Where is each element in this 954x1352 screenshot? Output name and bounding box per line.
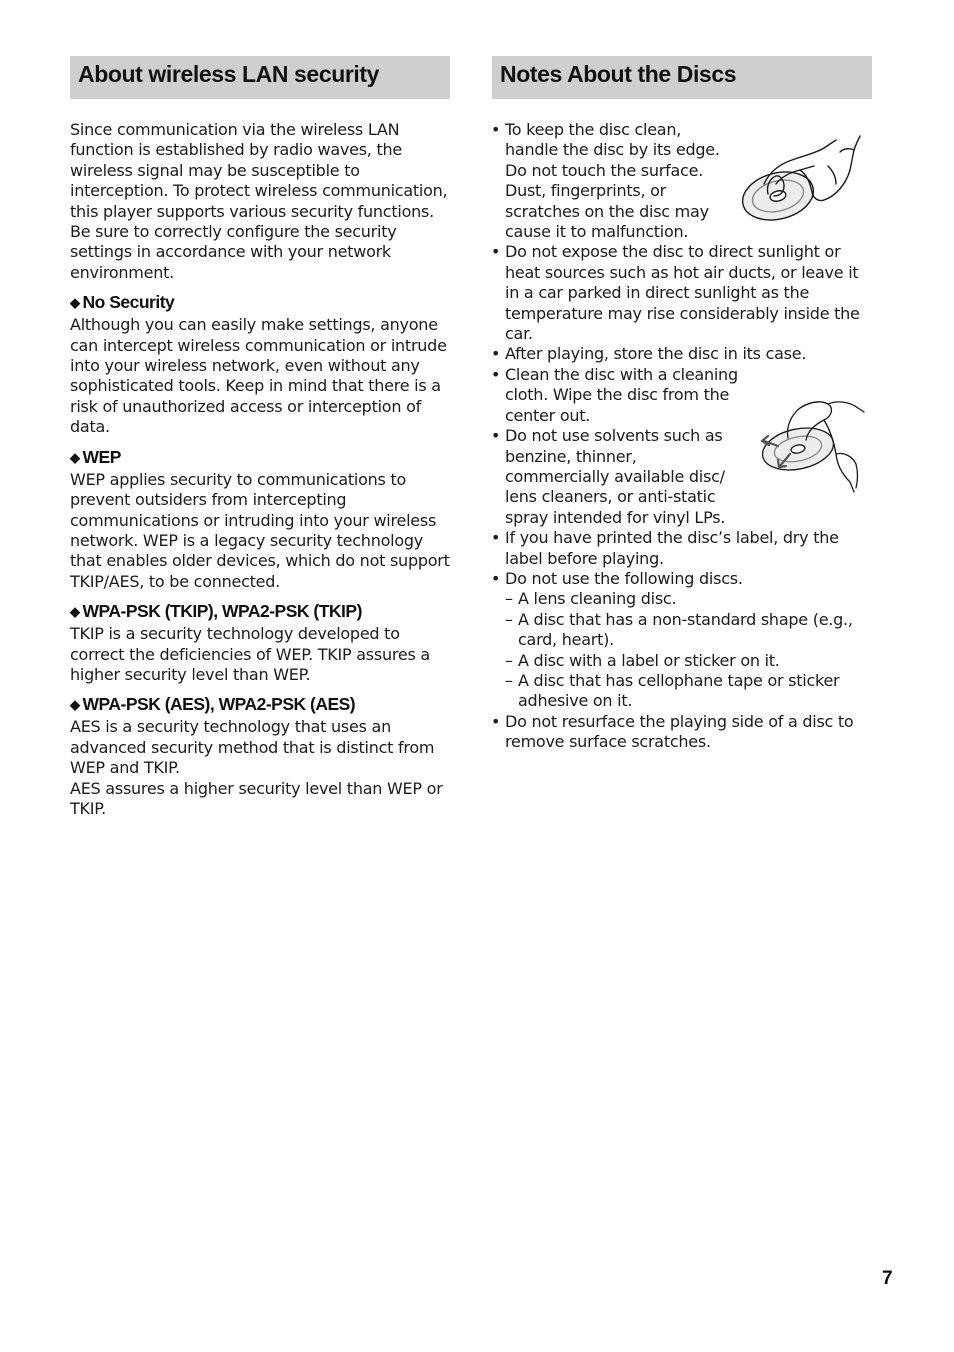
disc-cleaning-cloth-icon [758, 394, 866, 498]
security-section-wep [70, 446, 450, 592]
diamond-bullet-icon: ◆ [70, 697, 80, 713]
list-item: • After playing, store the disc in its case. [492, 344, 872, 364]
subheading-wep: WEP [82, 446, 121, 467]
list-item: – A disc that has cellophane tape or sticker adhesive on it. [505, 671, 872, 712]
hand-holding-disc-icon [740, 126, 864, 222]
intro-paragraph: Since communication via the wireless LAN function is established by radio waves, the wireless signal may be susceptible to interception. To protect wireless communication, this player supports various security functions. Be sure to correctly configure the security settings in accordance with your network environment. [70, 120, 448, 282]
security-section-no-security [70, 291, 450, 437]
paragraph-no-security: Although you can easily make settings, anyone can intercept wireless communication or intrude into your wireless network, even without any sophisticated tools. Keep in mind that there is a risk of unauthorized access or interception of data. [70, 315, 447, 437]
section-title-wireless-lan-security: About wireless LAN security [70, 56, 450, 99]
wireless-lan-security-column [70, 56, 450, 819]
security-section-tkip [70, 600, 450, 685]
unusable-discs-list [505, 589, 872, 711]
list-item: • Do not expose the disc to direct sunlight or heat sources such as hot air ducts, or leave it in a car parked in direct sunlight as the temperature may rise considerably inside the car. [492, 242, 872, 344]
diamond-bullet-icon: ◆ [70, 604, 80, 620]
list-item: – A disc with a label or sticker on it. [505, 651, 872, 671]
disc-notes-column [492, 56, 872, 753]
list-item: • Do not use solvents such as benzine, thinner, commercially available disc/ lens cleaners, or anti-static spray intended for vinyl LPs. [492, 426, 745, 528]
list-item: • If you have printed the disc’s label, dry the label before playing. [492, 528, 872, 569]
paragraph-aes-1: AES is a security technology that uses an advanced security method that is distinct from WEP and TKIP. [70, 717, 435, 778]
security-section-aes [70, 693, 450, 819]
list-item: • To keep the disc clean, handle the disc by its edge. Do not touch the surface. Dust, fingerprints, or scratches on the disc may cause it to malfunction. [492, 120, 737, 242]
subheading-tkip: WPA-PSK (TKIP), WPA2-PSK (TKIP) [82, 601, 362, 622]
subheading-aes: WPA-PSK (AES), WPA2-PSK (AES) [82, 694, 356, 715]
list-item: • Do not resurface the playing side of a disc to remove surface scratches. [492, 712, 872, 753]
list-item: • Do not use the following discs. – A lens cleaning disc. – A disc that has a non-standard shape (e.g., card, heart). – A disc with a label or sticker on it. – A disc that has cellophane tape or sticker adhesive on it. [492, 569, 872, 712]
diamond-bullet-icon: ◆ [70, 295, 80, 311]
subheading-no-security: No Security [82, 292, 175, 313]
list-item: – A disc that has a non-standard shape (e.g., card, heart). [505, 610, 872, 651]
page-number: 7 [882, 1268, 893, 1289]
list-item: • Clean the disc with a cleaning cloth. Wipe the disc from the center out. [492, 365, 745, 426]
paragraph-wep: WEP applies security to communications to prevent outsiders from intercepting communications or intruding into your wireless network. WEP is a legacy security technology that enables older devices, which do not support TKIP/AES, to be connected. [70, 469, 450, 591]
list-item: – A lens cleaning disc. [505, 589, 872, 609]
paragraph-aes-2: AES assures a higher security level than WEP or TKIP. [70, 778, 443, 818]
diamond-bullet-icon: ◆ [70, 449, 80, 465]
section-title-notes-about-discs: Notes About the Discs [492, 56, 872, 99]
paragraph-tkip: TKIP is a security technology developed to correct the deficiencies of WEP. TKIP assures a higher security level than WEP. [70, 624, 430, 684]
